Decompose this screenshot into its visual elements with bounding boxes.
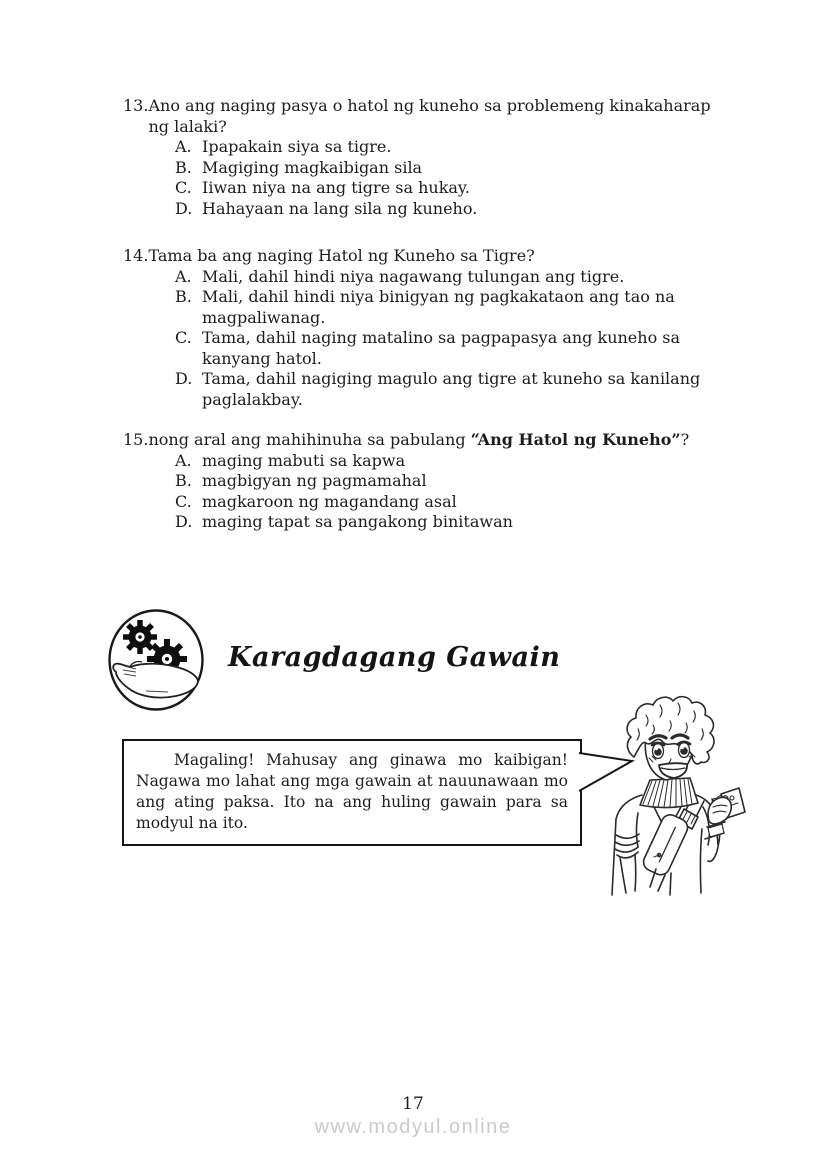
option-letter: D. — [175, 512, 193, 531]
option-letter: B. — [175, 157, 192, 177]
option-row — [123, 328, 727, 369]
option-row — [123, 287, 727, 328]
option-text: Mali, dahil hindi niya nagawang tulungan ang tigre. — [202, 266, 625, 286]
option-text: Hahayaan na lang sila ng kuneho. — [202, 198, 478, 218]
question-number: 14. — [123, 246, 149, 265]
option-letter: A. — [175, 450, 192, 470]
option-letter: D. — [175, 369, 193, 388]
option-row — [123, 451, 727, 472]
gear-icon — [123, 620, 157, 654]
option-letter: C. — [175, 178, 192, 197]
question-text: Ano ang naging pasya o hatol ng kuneho sa problemeng kinakaharap ng lalaki? — [148, 96, 711, 136]
question-14-head — [123, 246, 727, 267]
option-row — [123, 369, 727, 410]
option-row — [123, 178, 727, 199]
option-letter: A. — [175, 137, 192, 156]
question-13 — [123, 96, 727, 219]
option-text: Ipapakain siya sa tigre. — [202, 137, 392, 156]
option-text: maging tapat sa pangakong binitawan — [202, 512, 513, 531]
option-letter: B. — [175, 471, 192, 490]
section-heading: Karagdagang Gawain — [228, 642, 561, 673]
option-letter: B. — [175, 287, 192, 306]
speech-bubble-text: Magaling! Mahusay ang ginawa mo kaibigan! Nagawa mo lahat ang mga gawain at nauunawaan mo ang ating paksa. Ito na ang huling gawain para sa modyul na ito. — [136, 751, 568, 832]
option-text: magkaroon ng magandang asal — [202, 491, 457, 511]
option-row — [123, 512, 727, 533]
question-15-head — [123, 430, 727, 451]
question-text — [148, 430, 727, 451]
option-row — [123, 158, 727, 179]
option-row — [123, 492, 727, 513]
question-title-bold: “Ang Hatol ng Kuneho” — [470, 430, 681, 449]
option-text: maging mabuti sa kapwa — [202, 450, 406, 470]
multiple-choice-questions — [123, 96, 727, 533]
option-row — [123, 471, 727, 492]
question-13-head — [123, 96, 727, 137]
option-letter: D. — [175, 198, 193, 218]
option-text: Mali, dahil hindi niya binigyan ng pagkakataon ang tao na magpaliwanag. — [202, 287, 675, 327]
option-letter: C. — [175, 328, 192, 347]
watermark: www.modyul.online — [314, 1116, 512, 1138]
question-text: Tama ba ang naging Hatol ng Kuneho sa Tigre? — [148, 246, 535, 265]
question-14 — [123, 246, 727, 410]
option-letter: A. — [175, 266, 192, 286]
option-text: Tama, dahil nagiging magulo ang tigre at kuneho sa kanilang paglalakbay. — [202, 369, 701, 409]
speech-bubble — [122, 739, 582, 846]
option-letter: C. — [175, 491, 192, 511]
question-number: 13. — [123, 96, 149, 115]
option-text: Magiging magkaibigan sila — [202, 157, 423, 177]
question-text-prefix: nong aral ang mahihinuha sa pabulang — [148, 430, 471, 449]
gears-on-hand-icon — [106, 608, 206, 712]
question-text-suffix: ? — [680, 430, 690, 449]
question-number: 15. — [123, 430, 149, 449]
option-row — [123, 137, 727, 158]
option-text: Iiwan niya na ang tigre sa hukay. — [202, 178, 470, 197]
question-15 — [123, 430, 727, 533]
boy-character-illustration — [608, 695, 758, 900]
option-row — [123, 267, 727, 288]
option-text: Tama, dahil naging matalino sa pagpapasya ang kuneho sa kanyang hatol. — [202, 328, 681, 368]
option-row — [123, 199, 727, 220]
option-text: magbigyan ng pagmamahal — [202, 471, 427, 490]
page-number: 17 — [402, 1094, 424, 1114]
